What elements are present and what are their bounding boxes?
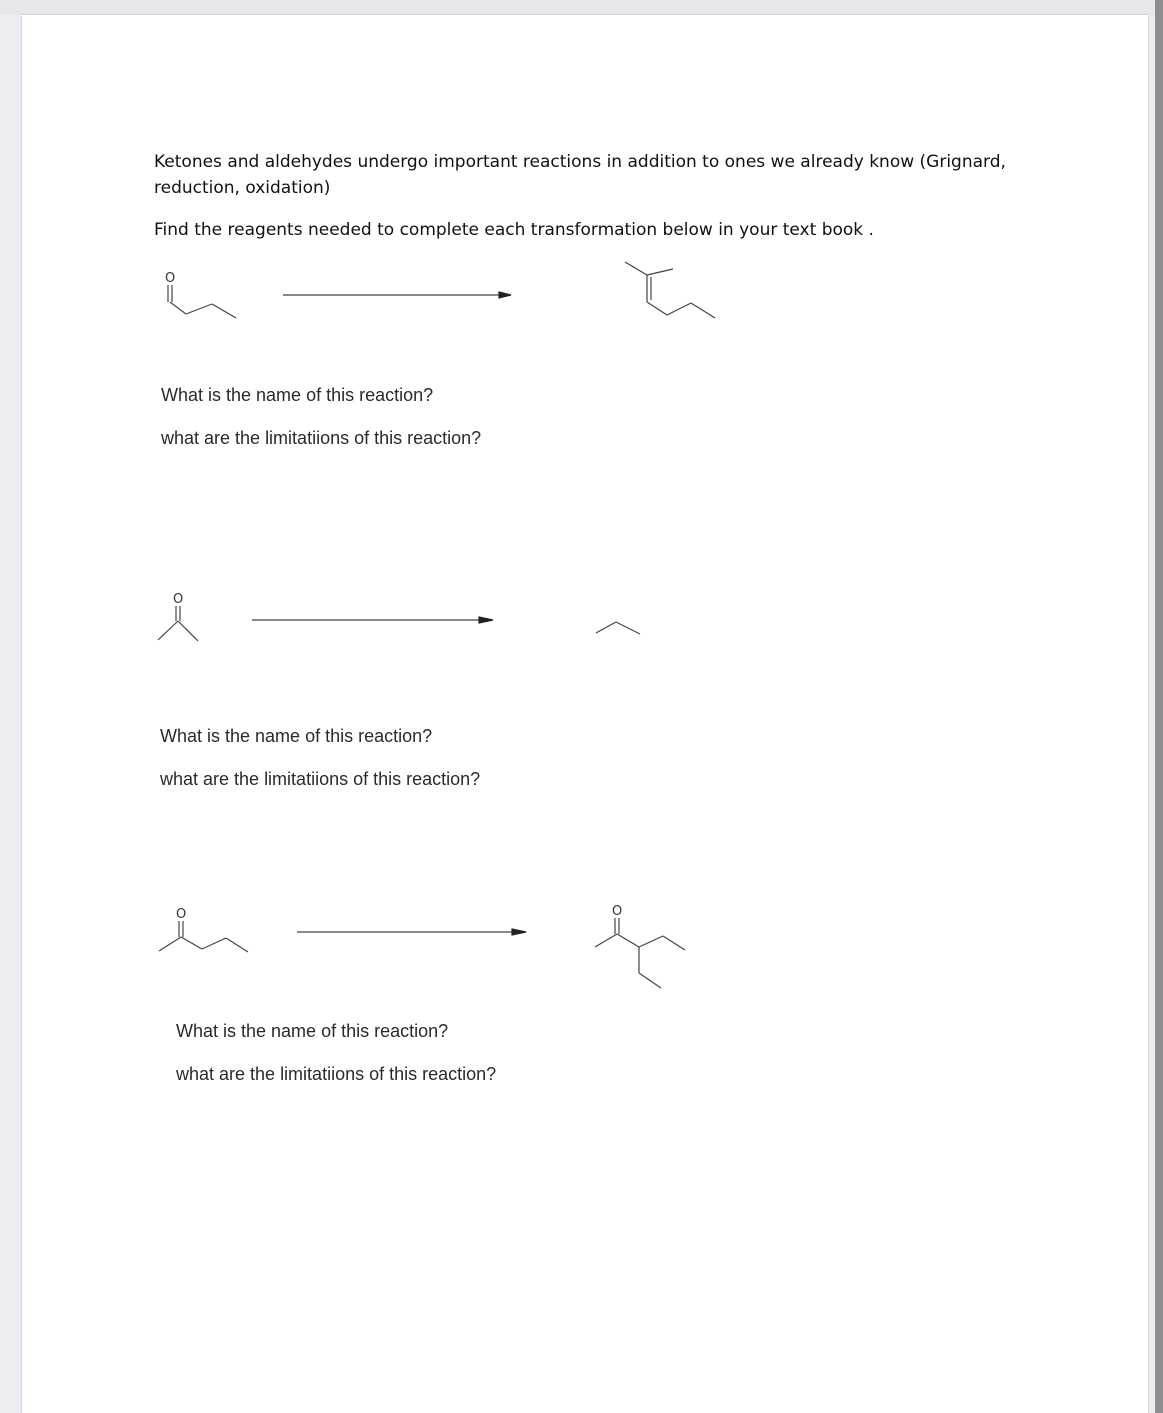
reaction-2-reactant-structure [150,588,210,648]
reaction-3-limitations-question: what are the limitatiions of this reaction? [176,1064,497,1084]
reaction-3-product-structure [585,898,695,993]
reaction-2-arrow [245,611,500,631]
reaction-1-oxygen-label: O [165,271,176,286]
reaction-3-name-question: What is the name of this reaction? [176,1021,449,1041]
reaction-3-reactant-structure [150,902,260,962]
viewer-top-strip [0,0,1163,15]
reaction-2-product-structure [590,615,650,645]
reaction-1-limitations-question: what are the limitatiions of this reaction? [161,428,482,448]
reaction-1-name-question: What is the name of this reaction? [161,385,434,405]
reaction-2-name-question: What is the name of this reaction? [160,726,433,746]
scrollbar-track[interactable] [1155,0,1163,1413]
reaction-3-product-oxygen-label: O [612,904,623,919]
reaction-2-oxygen-label: O [173,592,184,607]
reaction-1-product-structure [615,255,725,330]
reaction-3-arrow [290,922,540,942]
reaction-2-limitations-question: what are the limitatiions of this reaction? [160,769,481,789]
intro-line-1: Ketones and aldehydes undergo important reactions in addition to ones we already know (Grignard, [154,152,1006,172]
reaction-3-oxygen-label: O [176,907,187,922]
instructions-line: Find the reagents needed to complete each transformation below in your text book . [154,220,874,240]
reaction-1-arrow [275,286,520,306]
reaction-1-reactant-structure [150,262,250,332]
intro-line-2: reduction, oxidation) [154,178,331,198]
